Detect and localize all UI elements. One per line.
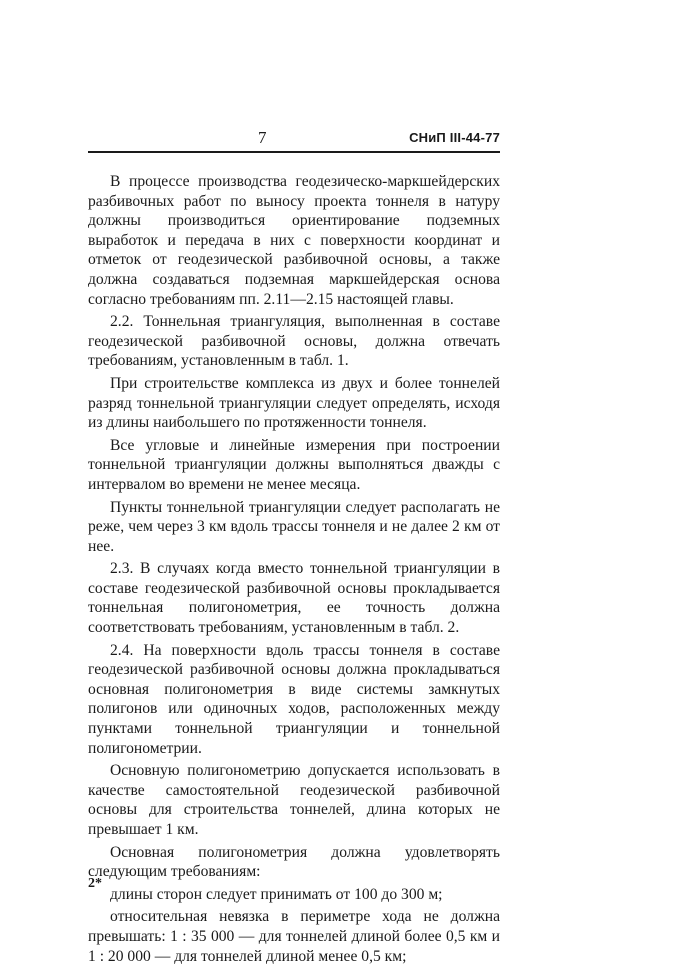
paragraph: относительная невязка в периметре хода не должна превышать: 1 : 35 000 — для тоннелей длиной более 0,5 км и 1 : 20 000 — для тоннелей длиной менее 0,5 км;: [88, 908, 500, 965]
header-rule: [88, 151, 500, 153]
paragraph: В процессе производства геодезическо-маркшейдерских разбивочных работ по выносу проекта тоннеля в натуру должны производиться ориентирование подземных выработок и передача в них с поверхности координат и отметок от геодезической разбивочной основы, а также должна создаваться подземная маркшейдерская основа согласно требованиям пп. 2.11—2.15 настоящей главы.: [88, 173, 500, 308]
paragraph: Пункты тоннельной триангуляции следует располагать не реже, чем через 3 км вдоль трассы тоннеля и не далее 2 км от нее.: [88, 498, 500, 555]
signature-mark: 2*: [88, 876, 102, 891]
paragraph: Основную полигонометрию допускается использовать в качестве самостоятельной геодезической разбивочной основы для строительства тоннелей, длина которых не превышает 1 км.: [88, 762, 500, 838]
document-body: [88, 172, 500, 969]
paragraph: 2.4. На поверхности вдоль трассы тоннеля в составе геодезической разбивочной основы должна прокладываться основная полигонометрия в виде системы замкнутых полигонов или одиночных ходов, расположенных между пунктами тоннельной триангуляции и тоннельной полигонометрии.: [88, 641, 500, 757]
page-number: 7: [258, 128, 267, 147]
document-code: СНиП III-44-77: [409, 130, 500, 145]
paragraph: 2.2. Тоннельная триангуляция, выполненная в составе геодезической разбивочной основы, должна отвечать требованиям, установленным в табл. 1.: [88, 313, 500, 370]
paragraph: Основная полигонометрия должна удовлетворять следующим требованиям:: [88, 843, 500, 881]
paragraph: 2.3. В случаях когда вместо тоннельной триангуляции в составе геодезической разбивочной основы прокладывается тоннельная полигонометрия, ее точность должна соответствовать требованиям, установленным в табл. 2.: [88, 560, 500, 637]
paragraph: длины сторон следует принимать от 100 до 300 м;: [110, 885, 443, 903]
paragraph: При строительстве комплекса из двух и более тоннелей разряд тоннельной триангуляции следует определять, исходя из длины наибольшего по протяженности тоннеля.: [88, 374, 500, 432]
paragraph: Все угловые и линейные измерения при построении тоннельной триангуляции должны выполняться дважды с интервалом во времени не менее месяца.: [88, 436, 500, 493]
